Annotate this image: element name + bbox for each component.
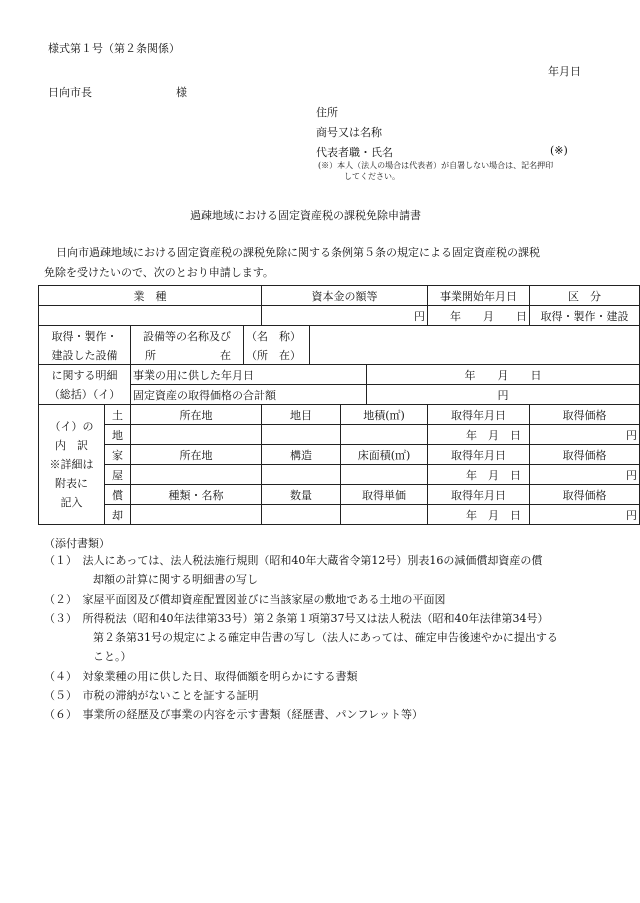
signature-mark: (※) (550, 144, 568, 157)
facility-location-tag: （所 在） (244, 345, 310, 365)
breakdown-label: （イ）の 内 訳 ※詳細は 附表に 記入 (39, 405, 105, 525)
header-category: 区 分 (530, 286, 640, 306)
land-category-value[interactable] (262, 425, 341, 445)
equipment-label-2: 建設した設備 (39, 345, 131, 365)
land-col-location: 所在地 (131, 405, 262, 425)
house-date-value[interactable]: 年 月 日 (428, 465, 530, 485)
applicant-address-label: 住所 (316, 106, 338, 119)
house-structure-value[interactable] (262, 465, 341, 485)
land-location-value[interactable] (131, 425, 262, 445)
header-business-type: 業 種 (39, 286, 262, 306)
attachments-heading: （添付書類） (44, 537, 110, 550)
land-col-date: 取得年月日 (428, 405, 530, 425)
attachment-item-2: （２） 家屋平面図及び償却資産配置図並びに当該家屋の敷地である土地の平面図 (44, 593, 446, 606)
start-date-value[interactable]: 年 月 日 (428, 306, 530, 326)
dep-price-value[interactable]: 円 (530, 505, 640, 525)
intro-line2: 免除を受けたいので、次のとおり申請します。 (44, 266, 274, 279)
house-location-value[interactable] (131, 465, 262, 485)
depreciable-label-bottom: 却 (105, 505, 131, 525)
house-col-structure: 構造 (262, 445, 341, 465)
capital-value[interactable]: 円 (262, 306, 428, 326)
applicant-name-label: 商号又は名称 (316, 126, 382, 139)
dep-col-price: 取得価格 (530, 485, 640, 505)
facility-name-value[interactable] (310, 326, 640, 346)
document-title: 過疎地域における固定資産税の課税免除申請書 (190, 209, 421, 222)
equipment-label-4: （総括）（イ） (39, 385, 131, 405)
use-date-value[interactable]: 年 月 日 (367, 365, 640, 385)
business-type-value[interactable] (39, 306, 262, 326)
facility-name-tag: （名 称） (244, 326, 310, 346)
header-start-date: 事業開始年月日 (428, 286, 530, 306)
equipment-label-3: に関する明細 (39, 365, 131, 385)
depreciable-label-top: 償 (105, 485, 131, 505)
honorific: 様 (176, 86, 187, 99)
land-price-value[interactable]: 円 (530, 425, 640, 445)
date-field: 年月日 (548, 65, 581, 78)
house-col-location: 所在地 (131, 445, 262, 465)
attachment-item-4: （４） 対象業種の用に供した日、取得価額を明らかにする書類 (44, 670, 358, 683)
house-col-date: 取得年月日 (428, 445, 530, 465)
signature-note-line2: してください。 (344, 172, 400, 181)
land-label-bottom: 地 (105, 425, 131, 445)
facility-location-label: 所 在 (131, 345, 244, 365)
land-col-area: 地積(㎡) (341, 405, 428, 425)
application-table (38, 285, 640, 525)
facility-name-label: 設備等の名称及び (131, 326, 244, 346)
land-date-value[interactable]: 年 月 日 (428, 425, 530, 445)
attachment-item-1-cont: 却額の計算に関する明細書の写し (93, 573, 258, 586)
facility-location-value[interactable] (310, 345, 640, 365)
total-cost-label: 固定資産の取得価格の合計額 (131, 385, 367, 405)
house-col-price: 取得価格 (530, 445, 640, 465)
land-col-category: 地目 (262, 405, 341, 425)
use-date-label: 事業の用に供した年月日 (131, 365, 367, 385)
representative-label: 代表者職・氏名 (316, 146, 393, 159)
intro-line1: 日向市過疎地域における固定資産税の課税免除に関する条例第５条の規定による固定資産税の課税 (56, 246, 540, 259)
attachment-item-3: （３） 所得税法（昭和40年法律第33号）第２条第１項第37号又は法人税法（昭和40年法律第34号） (44, 612, 549, 625)
land-area-value[interactable] (341, 425, 428, 445)
house-label-bottom: 屋 (105, 465, 131, 485)
house-floor-area-value[interactable] (341, 465, 428, 485)
total-cost-value[interactable]: 円 (367, 385, 640, 405)
land-col-price: 取得価格 (530, 405, 640, 425)
attachment-item-1: （１） 法人にあっては、法人税法施行規則（昭和40年大蔵省令第12号）別表16の減価償却資産の償 (44, 554, 543, 567)
form-number: 様式第１号（第２条関係） (48, 42, 180, 55)
dep-col-unit-price: 取得単価 (341, 485, 428, 505)
land-label-top: 土 (105, 405, 131, 425)
attachment-item-3-cont: 第２条第31号の規定による確定申告書の写し（法人にあっては、確定申告後速やかに提出する (93, 631, 558, 644)
house-col-floor-area: 床面積(㎡) (341, 445, 428, 465)
dep-quantity-value[interactable] (262, 505, 341, 525)
attachment-item-3-cont2: こと。） (93, 650, 132, 663)
dep-col-name: 種類・名称 (131, 485, 262, 505)
category-value[interactable]: 取得・製作・建設 (530, 306, 640, 326)
dep-col-date: 取得年月日 (428, 485, 530, 505)
dep-col-quantity: 数量 (262, 485, 341, 505)
house-label-top: 家 (105, 445, 131, 465)
dep-name-value[interactable] (131, 505, 262, 525)
dep-date-value[interactable]: 年 月 日 (428, 505, 530, 525)
signature-note-line1: (※）本人（法人の場合は代表者）が自署しない場合は、記名押印 (318, 161, 554, 170)
dep-unit-price-value[interactable] (341, 505, 428, 525)
attachment-item-5: （５） 市税の滞納がないことを証する証明 (44, 689, 259, 702)
addressee: 日向市長 (48, 86, 92, 99)
house-price-value[interactable]: 円 (530, 465, 640, 485)
equipment-label-1: 取得・製作・ (39, 326, 131, 346)
attachment-item-6: （６） 事業所の経歴及び事業の内容を示す書類（経歴書、パンフレット等） (44, 708, 423, 721)
header-capital: 資本金の額等 (262, 286, 428, 306)
